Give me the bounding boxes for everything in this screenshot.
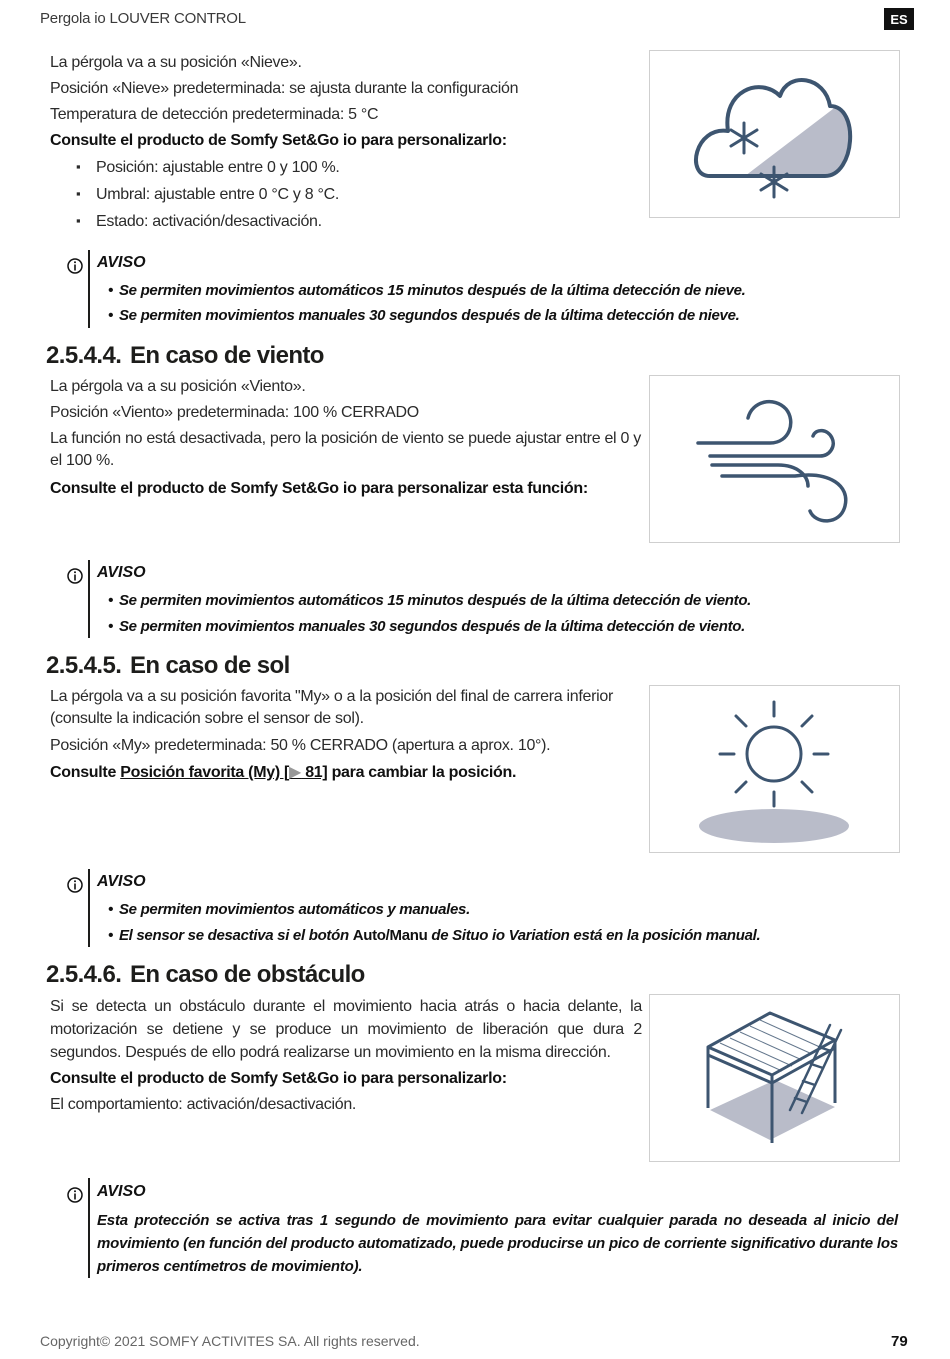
wind-paragraph: La función no está desactivada, pero la posición de viento se puede ajustar entre el 0 y el 100 %. (50, 430, 641, 469)
favorite-position-link[interactable] (120, 764, 327, 781)
snow-bullet-threshold: ▪ Umbral: ajustable entre 0 °C y 8 °C. (96, 186, 339, 204)
info-icon (67, 258, 83, 274)
section-number: 2.5.4.5. (46, 652, 122, 679)
snow-bullet-position: ▪ Posición: ajustable entre 0 y 100 %. (96, 159, 340, 177)
info-icon (67, 1187, 83, 1203)
sun-notice-item-2 (108, 927, 760, 944)
page-arrow-icon: ▶ (289, 764, 302, 781)
pergola-obstacle-icon (650, 995, 899, 1161)
wind-line-2: Posición «Viento» predeterminada: 100 % CERRADO (50, 404, 419, 421)
info-icon (67, 877, 83, 893)
snow-line-3: Temperatura de detección predeterminada: 5 °C (50, 106, 379, 123)
link-text: Posición favorita (My) [ (120, 764, 290, 781)
notice-title: AVISO (97, 873, 146, 890)
notice-title: AVISO (97, 564, 146, 581)
wind-icon (650, 376, 899, 542)
section-heading-sun (46, 652, 290, 680)
pergola-figure (649, 994, 900, 1162)
snow-notice-item-1: • Se permiten movimientos automáticos 15 minutos después de la última detección de nieve. (108, 282, 746, 299)
section-heading-wind (46, 342, 324, 370)
sun-consult (50, 762, 516, 784)
sun-paragraph: La pérgola va a su posición favorita "My» o a la posición del final de carrera inferior (consulte la indicación sobre el sensor de sol). (50, 688, 614, 727)
section-number: 2.5.4.6. (46, 961, 122, 988)
wind-line-1: La pérgola va a su posición «Viento». (50, 378, 306, 395)
sun-line: Posición «My» predeterminada: 50 % CERRADO (apertura a aprox. 10°). (50, 737, 551, 754)
notice-title: AVISO (97, 1183, 146, 1200)
info-icon (67, 568, 83, 584)
wind-notice-item-2: • Se permiten movimientos manuales 30 segundos después de la última detección de viento. (108, 618, 745, 635)
section-number: 2.5.4.4. (46, 342, 122, 369)
snow-line-2: Posición «Nieve» predeterminada: se ajusta durante la configuración (50, 80, 519, 97)
notice-bar (88, 560, 90, 638)
page-number: 79 (891, 1333, 908, 1350)
auto-manu-label: Auto/Manu (352, 927, 428, 944)
consult-prefix: Consulte (50, 764, 121, 781)
notice-text: de Situo io Variation está en la posición manual. (427, 927, 761, 944)
obstacle-consult: Consulte el producto de Somfy Set&Go io para personalizarlo: (50, 1070, 507, 1087)
section-title: En caso de sol (130, 652, 290, 679)
sun-figure (649, 685, 900, 853)
obstacle-line: El comportamiento: activación/desactivación. (50, 1096, 357, 1113)
wind-notice-item-1: • Se permiten movimientos automáticos 15 minutos después de la última detección de viento. (108, 592, 751, 609)
snow-consult: Consulte el producto de Somfy Set&Go io para personalizarlo: (50, 132, 507, 149)
snow-cloud-icon (650, 51, 899, 217)
header-title: Pergola io LOUVER CONTROL (40, 10, 246, 27)
notice-bar (88, 1178, 90, 1278)
snow-figure (649, 50, 900, 218)
sun-notice-item-1: • Se permiten movimientos automáticos y manuales. (108, 901, 470, 918)
section-title: En caso de viento (130, 342, 324, 369)
link-page: 81] (301, 764, 328, 781)
footer-copyright: Copyright© 2021 SOMFY ACTIVITES SA. All rights reserved. (40, 1333, 420, 1349)
obstacle-paragraph: Si se detecta un obstáculo durante el movimiento hacia atrás o hacia delante, la motorización se detiene y se produce un movimiento de liberación que dura 2 segundos. Después de ello podrá realizarse un movimiento en la misma dirección. (50, 998, 642, 1061)
consult-suffix: para cambiar la posición. (327, 764, 517, 781)
notice-bar (88, 869, 90, 947)
wind-figure (649, 375, 900, 543)
obstacle-notice-text: Esta protección se activa tras 1 segundo de movimiento para evitar cualquier parada no deseada al inicio del movimiento (en función del producto automatizado, puede producirse un pico de corriente significativo durante los primeros centímetros de movimiento). (97, 1212, 898, 1275)
notice-bar (88, 250, 90, 328)
snow-notice-item-2: • Se permiten movimientos manuales 30 segundos después de la última detección de nieve. (108, 307, 740, 324)
language-badge: ES (884, 8, 914, 30)
section-title: En caso de obstáculo (130, 961, 365, 988)
snow-line-1: La pérgola va a su posición «Nieve». (50, 54, 302, 71)
notice-title: AVISO (97, 254, 146, 271)
snow-bullet-state: ▪ Estado: activación/desactivación. (96, 213, 322, 231)
section-heading-obstacle (46, 961, 365, 989)
sun-icon (650, 686, 899, 852)
wind-consult: Consulte el producto de Somfy Set&Go io para personalizar esta función: (50, 480, 588, 497)
notice-text: El sensor se desactiva si el botón (118, 927, 353, 944)
